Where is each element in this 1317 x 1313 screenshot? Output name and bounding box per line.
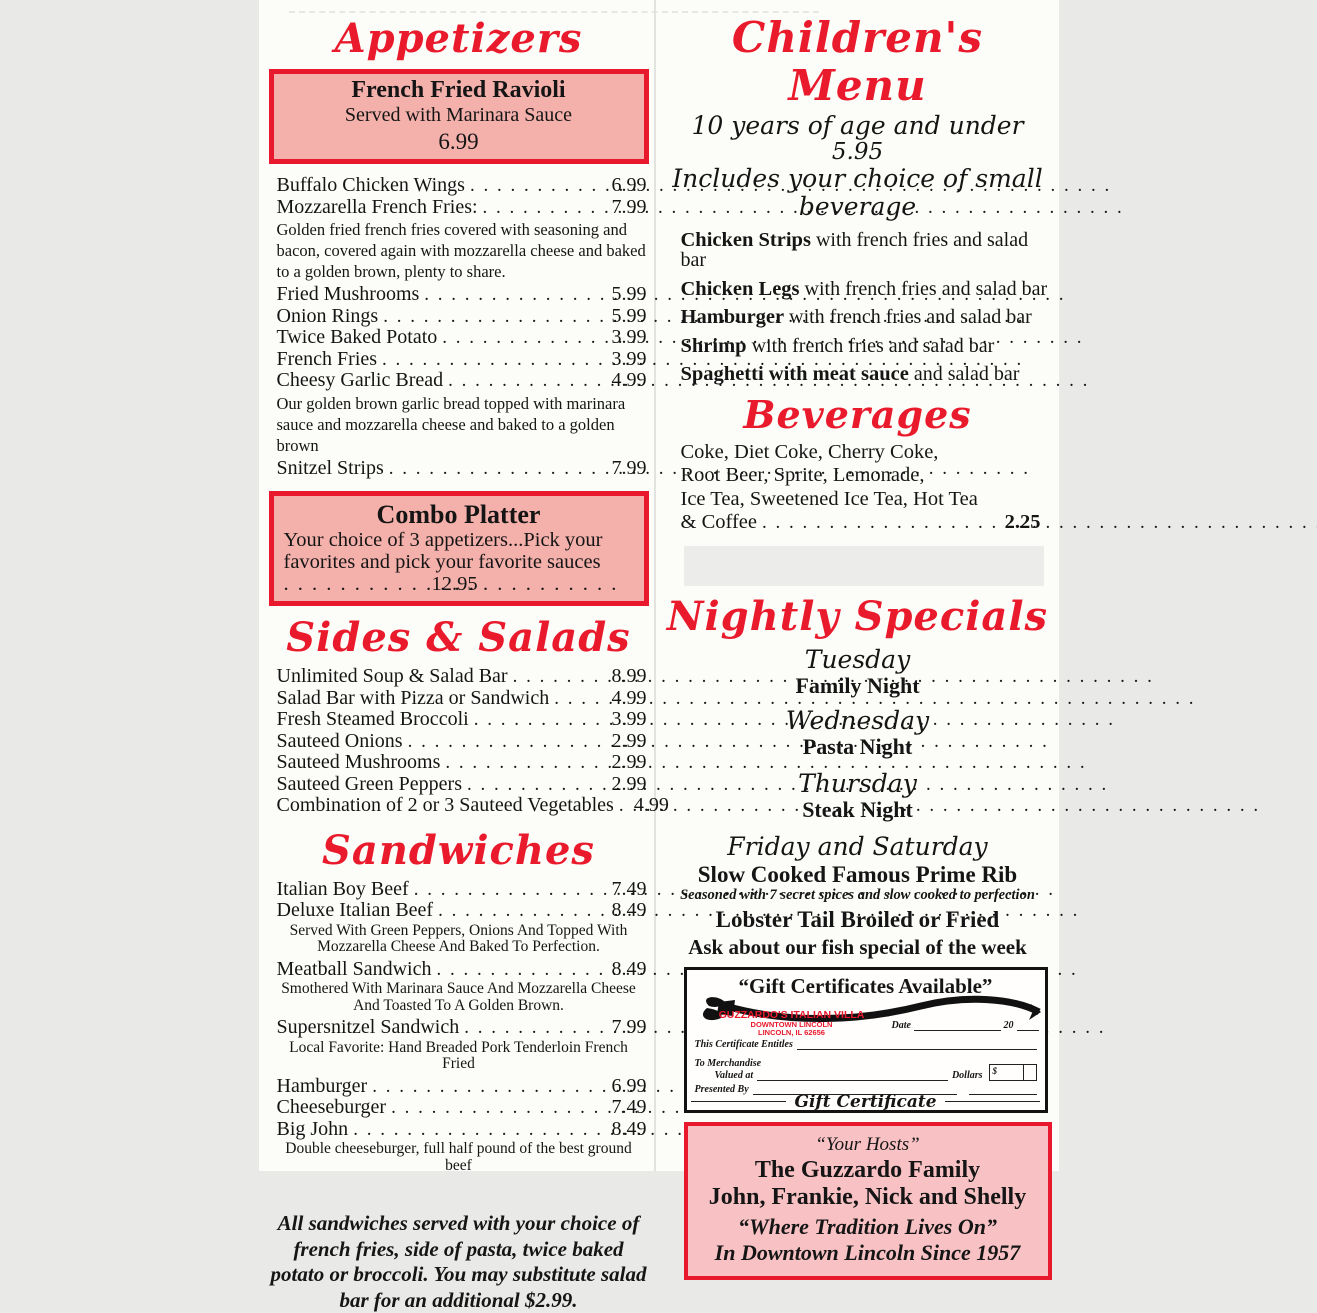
item-name: Cheesy Garlic Bread (276, 369, 444, 391)
menu-item-row (269, 959, 649, 981)
item-name: Sauteed Onions (276, 729, 403, 752)
item-name: Twice Baked Potato (276, 326, 438, 348)
dot-leader (483, 197, 607, 219)
menu-item-row (269, 458, 649, 480)
item-name: Big John (276, 1117, 349, 1140)
dot-leader (762, 511, 1000, 535)
decorative-line (691, 1101, 786, 1102)
dot-leader (513, 666, 607, 688)
item-name: Snitzel Strips (276, 456, 384, 479)
dollar-sign: $ (990, 1065, 1024, 1080)
item-price: 5.99 (611, 304, 647, 327)
menu-item-row (269, 1097, 649, 1119)
sandwiches-list (269, 879, 649, 1178)
nightly-specials-list (665, 646, 1051, 960)
beverage-price: 2.25 (1004, 511, 1041, 533)
menu-item-row (269, 197, 649, 219)
dot-leader (470, 175, 607, 197)
dot-leader (372, 1076, 606, 1098)
year-prefix: 20 (1003, 1019, 1014, 1031)
menu-item-row (269, 327, 649, 349)
dot-leader (467, 774, 607, 796)
dollars-label: Dollars (951, 1069, 983, 1081)
dot-leader (438, 900, 606, 922)
menu-item-row (269, 306, 649, 328)
tradition-tagline: “Where Tradition Lives On” (738, 1213, 997, 1239)
item-description: Local Favorite: Hand Breaded Pork Tenderloin French Fried (289, 1038, 628, 1072)
item-detail: with french fries and salad bar (784, 306, 1032, 328)
item-name: Italian Boy Beef (276, 877, 409, 900)
fill-in-line (757, 1070, 948, 1081)
childrens-item (681, 364, 1051, 384)
restaurant-address-line: DOWNTOWN LINCOLN (750, 1019, 833, 1029)
menu-item-row (269, 794, 669, 817)
beverages-list (665, 441, 1051, 535)
item-name: Unlimited Soup & Salad Bar (276, 665, 508, 687)
dot-leader (353, 1119, 606, 1141)
sides-list (269, 665, 669, 817)
item-price: 6.99 (611, 1074, 647, 1097)
item-price: 7.99 (611, 456, 647, 479)
item-price: 2.99 (611, 729, 647, 752)
lobster-special: Lobster Tail Broiled or Fried (715, 906, 1000, 932)
item-price: 4.99 (611, 686, 647, 709)
item-name: Hamburger (680, 306, 785, 328)
item-price: 4.99 (633, 794, 669, 816)
fill-in-line (1017, 1020, 1039, 1031)
item-name: Hamburger (276, 1074, 368, 1097)
merchandise-label: To Merchandise (694, 1057, 762, 1069)
menu-item-row (269, 879, 649, 901)
item-name: Fresh Steamed Broccoli (276, 708, 469, 730)
childrens-item (681, 307, 1051, 327)
item-description: Golden fried french fries covered with seasoning and bacon, covered again with mozzarella cheese and baked to a golden brown, plenty to share. (276, 220, 646, 281)
combo-text (284, 529, 634, 595)
item-detail: and salad bar (908, 363, 1020, 385)
menu-item-row (269, 752, 649, 774)
combo-title: Combo Platter (376, 500, 541, 529)
your-hosts-quote: “Your Hosts” (815, 1133, 920, 1155)
special-day: Wednesday (785, 705, 930, 735)
item-name: Shrimp (680, 334, 747, 357)
menu-item-row (269, 900, 649, 922)
restaurant-address-line: LINCOLN, IL 62656 (758, 1028, 825, 1037)
special-night: Pasta Night (802, 733, 913, 759)
dot-leader (619, 795, 629, 817)
childrens-beverage-note: Includes your choice of small beverage (672, 164, 1043, 221)
item-price: 8.49 (611, 957, 647, 980)
fill-in-line (797, 1039, 1037, 1050)
special-night: Family Night (795, 672, 920, 698)
dot-leader (474, 709, 607, 731)
item-name: Buffalo Chicken Wings (276, 174, 465, 196)
item-detail: with french fries and salad bar (799, 277, 1048, 300)
menu-item-row (269, 666, 649, 688)
childrens-items (665, 230, 1051, 384)
item-detail: with french fries and salad bar (680, 229, 1029, 271)
dot-leader (408, 731, 607, 753)
dot-leader (554, 688, 606, 710)
restaurant-brand-block (717, 1010, 867, 1038)
menu-item-row (269, 370, 649, 392)
beverage-line: & Coffee (680, 511, 757, 533)
featured-ravioli-box (269, 69, 649, 164)
item-description: Our golden brown garlic bread topped with marinara sauce and mozzarella cheese and baked to a golden brown (276, 393, 626, 455)
featured-name: French Fried Ravioli (351, 77, 566, 103)
beverage-line: Coke, Diet Coke, Cherry Coke, (680, 440, 939, 463)
dot-leader (382, 349, 606, 371)
gift-entitles-row (695, 1039, 1037, 1050)
menu-page (259, 0, 1059, 1312)
decorative-line (945, 1101, 1040, 1102)
special-day: Thursday (798, 768, 917, 798)
special-day: Friday and Saturday (727, 831, 988, 861)
featured-price: 6.99 (438, 129, 479, 154)
sandwiches-heading: Sandwiches (322, 826, 595, 874)
item-name: Chicken Strips (680, 229, 811, 251)
item-price: 2.99 (611, 772, 647, 795)
special-day: Tuesday (804, 644, 911, 674)
item-price: 7.49 (611, 877, 647, 900)
childrens-age-note: 10 years of age and under (691, 111, 1024, 140)
menu-item-row (269, 349, 649, 371)
item-price: 3.99 (611, 347, 647, 370)
gift-certificates-title: “Gift Certificates Available” (738, 973, 993, 998)
sides-heading: Sides & Salads (286, 614, 631, 661)
dot-leader (436, 959, 606, 981)
dot-leader (442, 327, 606, 349)
menu-item-row (269, 709, 649, 731)
fish-special-note: Ask about our fish special of the week (688, 934, 1027, 959)
item-name: Combination of 2 or 3 Sauteed Vegetables (276, 794, 614, 816)
menu-item-row (269, 688, 649, 710)
fill-in-line (914, 1020, 1001, 1031)
dot-leader (284, 573, 432, 595)
item-name: Mozzarella French Fries: (276, 195, 478, 218)
item-name: French Fries (276, 347, 378, 370)
item-price: 6.99 (611, 174, 647, 196)
gift-certificate-label: Gift Certificate (794, 1091, 937, 1112)
item-detail: with french fries and salad bar (746, 334, 995, 357)
entitles-label: This Certificate Entitles (694, 1038, 793, 1050)
childrens-item (681, 336, 1051, 356)
combo-price: 12.95 (431, 573, 478, 595)
dot-leader (448, 370, 606, 392)
childrens-item (681, 230, 1051, 270)
dot-leader (424, 284, 606, 306)
dot-leader (389, 458, 607, 480)
left-column (269, 0, 669, 1313)
prime-rib-special: Slow Cooked Famous Prime Rib (697, 861, 1018, 887)
menu-item-row (269, 774, 649, 796)
gift-certificate-footer (687, 1092, 1045, 1112)
item-name: Onion Rings (276, 304, 379, 327)
item-price: 5.99 (611, 283, 647, 305)
dot-leader (445, 752, 606, 774)
item-name: Chicken Legs (680, 277, 800, 300)
item-description: Served With Green Peppers, Onions And Topped With Mozzarella Cheese And Baked To Perfection. (289, 921, 628, 955)
item-price: 8.49 (611, 1117, 647, 1140)
appetizers-heading: Appetizers (334, 15, 583, 62)
dot-leader (383, 306, 606, 328)
item-name: Supersnitzel Sandwich (276, 1016, 460, 1038)
beverage-line: Ice Tea, Sweetened Ice Tea, Hot Tea (680, 487, 978, 510)
menu-item-row (269, 1119, 649, 1141)
childrens-price: 5.95 (831, 139, 884, 165)
item-price: 7.99 (611, 195, 647, 218)
special-night: Steak Night (802, 796, 913, 822)
menu-item-row (269, 1017, 649, 1039)
item-name: Spaghetti with meat sauce (680, 363, 909, 385)
childrens-item (681, 279, 1051, 299)
gift-valued-row (715, 1064, 1037, 1081)
item-name: Sauteed Green Peppers (276, 772, 462, 795)
item-price: 7.99 (611, 1016, 647, 1038)
beverages-heading: Beverages (743, 391, 972, 437)
item-price: 4.99 (611, 369, 647, 391)
menu-item-row (269, 1076, 649, 1098)
menu-item-row (269, 284, 649, 306)
item-price: 8.99 (611, 665, 647, 687)
gift-certificate-box (684, 967, 1048, 1113)
scan-artifact-block (684, 546, 1044, 586)
item-name: Meatball Sandwich (276, 957, 432, 980)
host-members: John, Frankie, Nick and Shelly (708, 1183, 1027, 1210)
nightly-specials-heading: Nightly Specials (666, 592, 1049, 640)
your-hosts-box (684, 1122, 1052, 1280)
childrens-menu-heading: Children's Menu (731, 13, 984, 110)
item-description: Smothered With Marinara Sauce And Mozzarella Cheese And Toasted To A Golden Brown. (281, 980, 636, 1014)
combo-description: Your choice of 3 appetizers...Pick your favorites and pick your favorite sauces (283, 529, 603, 573)
beverage-price-row (681, 511, 1051, 535)
item-name: Fried Mushrooms (276, 283, 420, 305)
dot-leader (464, 1017, 606, 1039)
appetizers-list (269, 175, 649, 479)
presented-by-label: Presented By (694, 1083, 749, 1095)
date-label: Date (891, 1019, 911, 1031)
item-price: 8.49 (611, 899, 647, 921)
dot-leader (414, 879, 607, 901)
item-price: 3.99 (611, 708, 647, 730)
item-price: 7.49 (611, 1096, 647, 1118)
valued-label: Valued at (714, 1069, 754, 1081)
item-name: Salad Bar with Pizza or Sandwich (276, 686, 550, 709)
menu-item-row (269, 175, 649, 197)
sandwiches-footnote: All sandwiches served with your choice of french fries, side of pasta, twice baked potato or broccoli. You may substitute salad bar for an additional $2.99. (270, 1211, 647, 1312)
dollar-amount-box (989, 1064, 1037, 1081)
restaurant-name: GUZZARDO'S ITALIAN VILLA (718, 1008, 865, 1021)
dot-leader (391, 1097, 606, 1119)
item-name: Sauteed Mushrooms (276, 751, 441, 773)
beverage-line: Root Beer, Sprite, Lemonade, (680, 464, 925, 486)
since-tagline: In Downtown Lincoln Since 1957 (714, 1240, 1021, 1265)
item-price: 3.99 (611, 326, 647, 348)
item-name: Deluxe Italian Beef (276, 899, 434, 921)
host-family-name: The Guzzardo Family (754, 1156, 981, 1183)
item-name: Cheeseburger (276, 1096, 387, 1118)
menu-item-row (269, 731, 649, 753)
prime-rib-note: Seasoned with 7 secret spices and slow cooked to perfection (680, 886, 1035, 903)
item-price: 2.99 (611, 751, 647, 773)
right-column (665, 0, 1051, 1280)
featured-sub: Served with Marinara Sauce (344, 104, 573, 126)
gift-date-row (892, 1020, 1039, 1031)
item-description: Double cheeseburger, full half pound of the best ground beef (285, 1140, 632, 1174)
combo-platter-box (269, 491, 649, 606)
